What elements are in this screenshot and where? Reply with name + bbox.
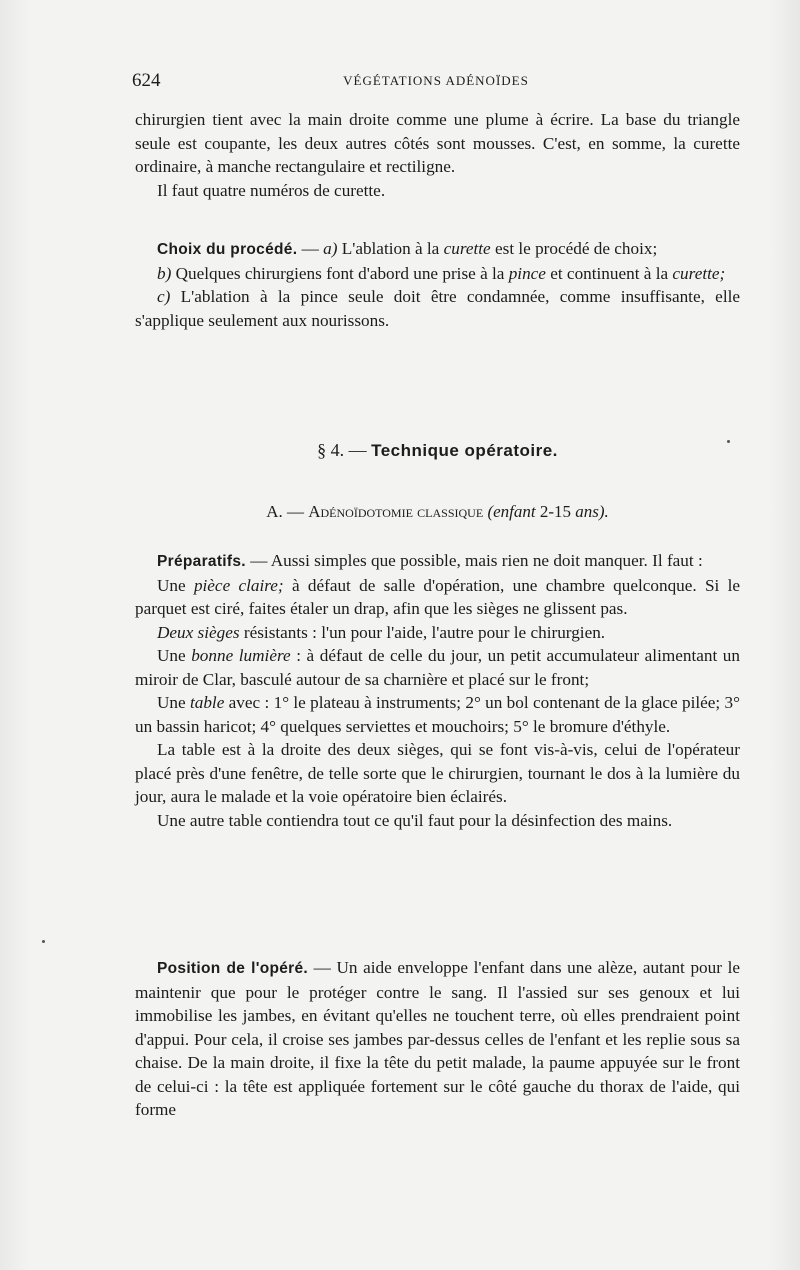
paragraph: Une pièce claire; à défaut de salle d'opération, une chambre quelconque. Si le parquet est ciré, faites étaler un drap, afin que les sièges ne glissent pas. [135, 575, 741, 618]
page-number: 624 [132, 70, 161, 91]
paragraph: La table est à la droite des deux sièges, qui se font vis-à-vis, celui de l'opérateur placé près d'une fenêtre, de telle sorte que le chirurgien, tournant le dos à la lumière du jour, aura le malade et la voie opératoire bien éclairés. [135, 740, 740, 806]
paragraph: Deux sièges résistants : l'un pour l'aide, l'autre pour le chirurgien. [157, 622, 606, 642]
section-heading: § 4. — Technique opératoire. [317, 440, 558, 460]
paragraph: Préparatifs. — Aussi simples que possible, mais rien ne doit manquer. Il faut : [157, 551, 703, 570]
paragraph-block-position [135, 956, 740, 1122]
paragraph-block-choix [135, 237, 740, 332]
paragraph-lead: Choix du procédé. [157, 241, 298, 258]
paragraph-choix-a: Choix du procédé. — a) L'ablation à la curette est le procédé de choix; [157, 239, 658, 258]
paragraph-block-preparatifs [135, 549, 740, 832]
paragraph-lead: Préparatifs. [157, 553, 246, 570]
print-speck [727, 440, 730, 443]
paragraph-choix-b: b) Quelques chirurgiens font d'abord une prise à la pince et continuent à la curette; [157, 263, 726, 283]
paragraph: Une autre table contiendra tout ce qu'il faut pour la désinfection des mains. [157, 810, 673, 830]
subsection-heading: A. — Adénoïdotomie classique (enfant 2-15 ans). [266, 502, 609, 521]
paragraph: Position de l'opéré. — Un aide enveloppe l'enfant dans une alèze, autant pour le maintenir que pour le protéger contre le sang. Il l'assied sur ses genoux et lui immobilise les jambes, en évitant qu'elles ne touchent terre, où elles prendraient point d'appui. Pour cela, il croise ses jambes par-dessus celles de l'enfant et les replie sous sa chaise. De la main droite, il fixe la tête du petit malade, la paume appuyée sur le front de celui-ci : la tête est appliquée fortement sur le côté gauche du thorax de l'aide, qui forme [135, 958, 740, 1119]
page-header [132, 70, 740, 96]
paragraph: Il faut quatre numéros de curette. [157, 180, 386, 200]
paragraph: Une table avec : 1° le plateau à instruments; 2° un bol contenant de la glace pilée; 3° un bassin haricot; 4° quelques serviettes et mouchoirs; 5° le bromure d'éthyle. [135, 693, 740, 736]
paragraph: Une bonne lumière : à défaut de celle du jour, un petit accumulateur alimentant un miroir de Clar, basculé autour de sa charnière et placé sur le front; [135, 646, 740, 689]
paragraph-choix-c: c) L'ablation à la pince seule doit être condamnée, comme insuffisante, elle s'applique seulement aux nourissons. [135, 287, 740, 330]
paragraph: chirurgien tient avec la main droite comme une plume à écrire. La base du triangle seule est coupante, les deux autres côtés sont mousses. C'est, en somme, la curette ordinaire, à manche rectangulaire et rectiligne. [135, 110, 740, 176]
paragraph-block-curette [135, 108, 740, 202]
running-title: VÉGÉTATIONS ADÉNOÏDES [343, 73, 529, 88]
print-speck [42, 940, 45, 943]
paragraph-lead: Position de l'opéré. [157, 960, 309, 977]
